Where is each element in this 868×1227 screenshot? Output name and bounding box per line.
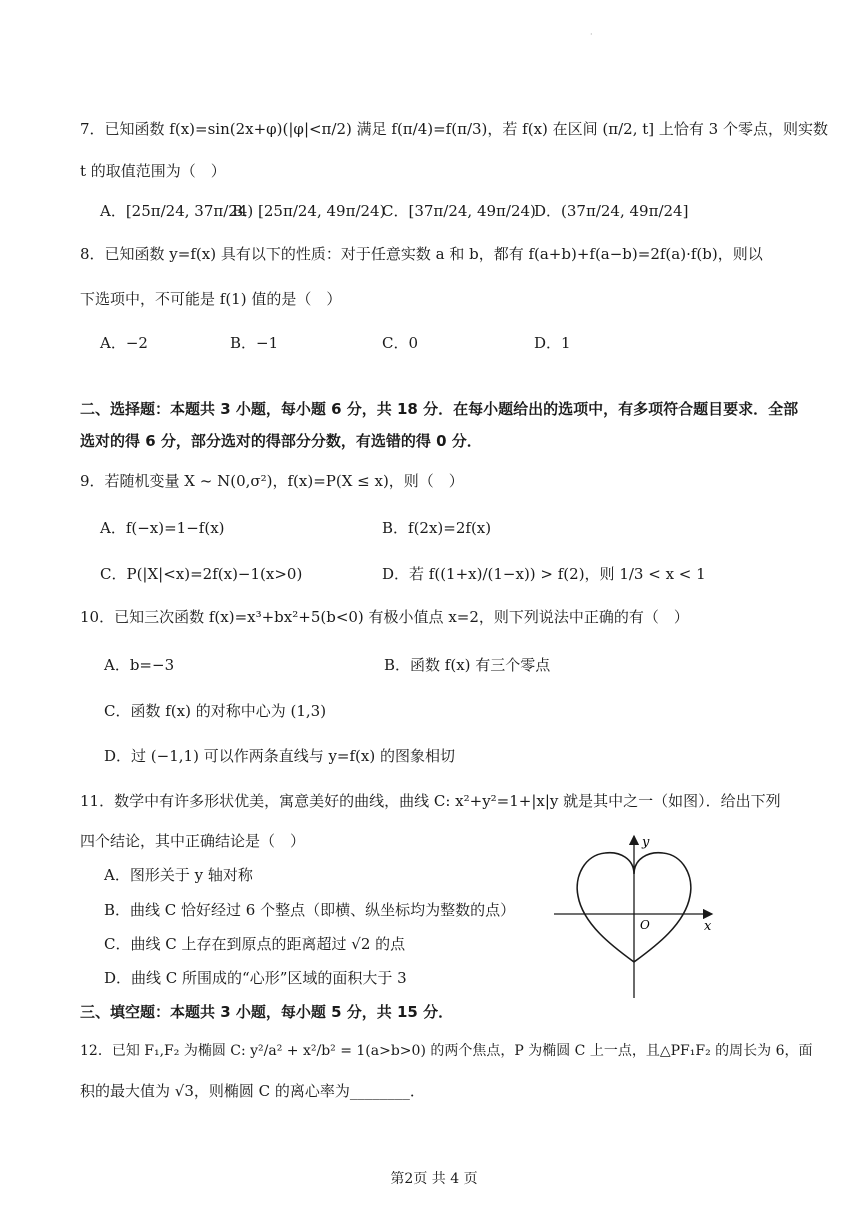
q8-option-a: A．−2 <box>100 334 148 352</box>
q12-line1: 12．已知 F₁,F₂ 为椭圆 C: y²/a² + x²/b² = 1(a>b>0) 的两个焦点，P 为椭圆 C 上一点，且△PF₁F₂ 的周长为 6，面 <box>80 1043 813 1059</box>
y-axis-label: y <box>642 835 650 850</box>
q10-option-c: C．函数 f(x) 的对称中心为 (1,3) <box>104 702 327 720</box>
q11-line1: 11．数学中有许多形状优美，寓意美好的曲线，曲线 C: x²+y²=1+|x|y 就是其中之一（如图）．给出下列 <box>80 792 781 810</box>
q10-stem: 10．已知三次函数 f(x)=x³+bx²+5(b<0) 有极小值点 x=2，则下列说法中正确的有（ ） <box>80 608 689 626</box>
q10-option-a: A．b=−3 <box>104 656 175 674</box>
q9-option-c: C．P(|X|<x)=2f(x)−1(x>0) <box>100 565 303 583</box>
q7-line1: 7．已知函数 f(x)=sin(2x+φ)(|φ|<π/2) 满足 f(π/4)=f(π/3)，若 f(x) 在区间 (π/2, t] 上恰有 3 个零点，则实数 <box>80 120 828 138</box>
q9-option-d: D．若 f((1+x)/(1−x)) > f(2)，则 1/3 < x < 1 <box>382 565 706 583</box>
q8-option-b: B．−1 <box>230 334 279 352</box>
q12-line2: 积的最大值为 √3，则椭圆 C 的离心率为________． <box>80 1082 425 1100</box>
q11-option-d: D．曲线 C 所围成的“心形”区域的面积大于 3 <box>104 969 407 987</box>
q8-option-c: C．0 <box>382 334 419 352</box>
q7-line2: t 的取值范围为（ ） <box>80 162 226 180</box>
q10-option-d: D．过 (−1,1) 可以作两条直线与 y=f(x) 的图象相切 <box>104 747 455 765</box>
q8-line2: 下选项中，不可能是 f(1) 值的是（ ） <box>80 290 342 308</box>
q8-option-d: D．1 <box>534 334 571 352</box>
page-footer: 第2页 共 4 页 <box>390 1171 478 1187</box>
q7-option-b: B．[25π/24, 49π/24) <box>232 202 386 220</box>
q9-option-b: B．f(2x)=2f(x) <box>382 519 492 537</box>
origin-label: O <box>640 918 650 932</box>
heart-curve-figure <box>550 832 720 1000</box>
q11-option-a: A．图形关于 y 轴对称 <box>104 866 253 884</box>
q7-option-c: C．[37π/24, 49π/24) <box>382 202 536 220</box>
q9-option-a: A．f(−x)=1−f(x) <box>100 519 225 537</box>
x-axis-label: x <box>704 919 712 934</box>
section2-heading-line1: 二、选择题：本题共 3 小题，每小题 6 分，共 18 分．在每小题给出的选项中，有多项符合题目要求．全部 <box>80 400 799 418</box>
q11-option-b: B．曲线 C 恰好经过 6 个整点（即横、纵坐标均为整数的点） <box>104 901 516 919</box>
corner-dot: · <box>590 30 593 39</box>
q9-stem: 9．若随机变量 X ~ N(0,σ²)，f(x)=P(X ≤ x)，则（ ） <box>80 472 464 490</box>
q7-option-d: D．(37π/24, 49π/24] <box>534 202 689 220</box>
section2-heading-line2: 选对的得 6 分，部分选对的得部分分数，有选错的得 0 分． <box>80 432 482 450</box>
q8-line1: 8．已知函数 y=f(x) 具有以下的性质：对于任意实数 a 和 b，都有 f(a+b)+f(a−b)=2f(a)·f(b)，则以 <box>80 245 763 263</box>
q11-line2: 四个结论，其中正确结论是（ ） <box>80 832 306 850</box>
section3-heading: 三、填空题：本题共 3 小题，每小题 5 分，共 15 分． <box>80 1003 454 1021</box>
q11-option-c: C．曲线 C 上存在到原点的距离超过 √2 的点 <box>104 935 406 953</box>
q7-option-a: A．[25π/24, 37π/24) <box>100 202 254 220</box>
q10-option-b: B．函数 f(x) 有三个零点 <box>384 656 551 674</box>
